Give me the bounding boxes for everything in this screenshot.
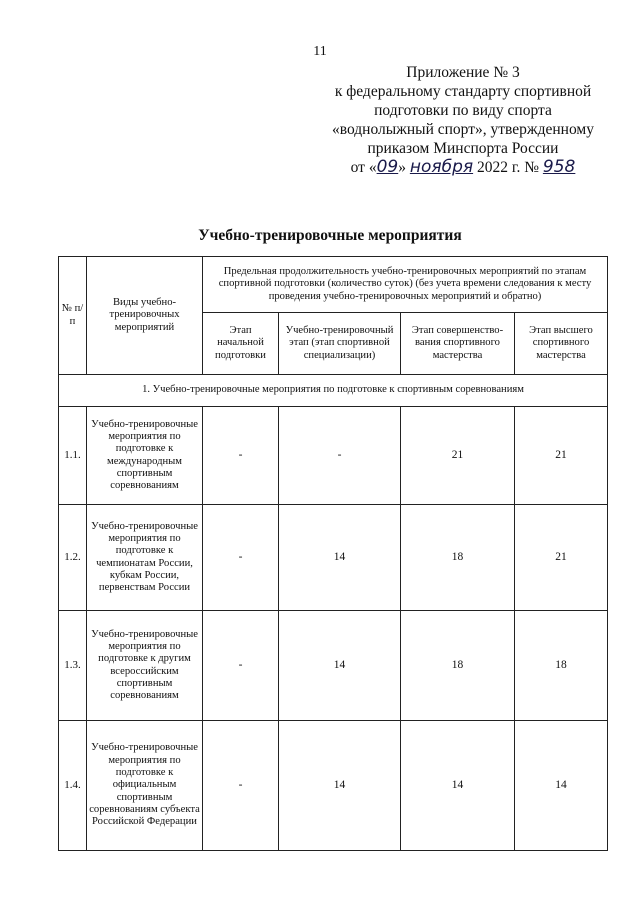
date-year: 2022 г. № bbox=[476, 159, 540, 176]
training-events-table bbox=[58, 256, 608, 851]
table-row bbox=[59, 611, 608, 721]
row-name: Учебно-тренировочные мероприятия по подготовке к официальным спортивным соревнованиям субъекта Российской Федерации bbox=[87, 721, 203, 851]
document-title: Учебно-тренировочные мероприятия bbox=[198, 227, 462, 244]
appendix-line: Приложение № 3 bbox=[406, 64, 520, 81]
date-prefix: от « bbox=[350, 159, 377, 176]
row-value: 18 bbox=[515, 611, 608, 721]
row-value: - bbox=[203, 505, 279, 611]
handwritten-month: ноября bbox=[409, 157, 474, 177]
section-title: 1. Учебно-тренировочные мероприятия по подготовке к спортивным соревнованиям bbox=[59, 375, 608, 407]
header-num: № п/п bbox=[59, 257, 87, 375]
row-name: Учебно-тренировочные мероприятия по подготовке к другим всероссийским спортивным соревнованиям bbox=[87, 611, 203, 721]
table-row bbox=[59, 721, 608, 851]
row-num: 1.4. bbox=[59, 721, 87, 851]
row-num: 1.2. bbox=[59, 505, 87, 611]
row-value: 21 bbox=[401, 407, 515, 505]
row-value: - bbox=[203, 407, 279, 505]
header-stage: Этап высшего спортивного мастерства bbox=[515, 313, 608, 375]
row-value: 18 bbox=[401, 505, 515, 611]
appendix-line: приказом Минспорта России bbox=[367, 140, 559, 157]
row-value: 14 bbox=[515, 721, 608, 851]
header-type: Виды учебно-тренировочных мероприятий bbox=[87, 257, 203, 375]
appendix-line: подготовки по виду спорта bbox=[374, 102, 552, 119]
page-number: 11 bbox=[313, 44, 327, 59]
row-name: Учебно-тренировочные мероприятия по подготовке к международным спортивным соревнованиям bbox=[87, 407, 203, 505]
row-num: 1.3. bbox=[59, 611, 87, 721]
row-value: 14 bbox=[279, 611, 401, 721]
row-value: - bbox=[203, 611, 279, 721]
row-value: - bbox=[279, 407, 401, 505]
row-name: Учебно-тренировочные мероприятия по подготовке к чемпионатам России, кубкам России, первенствам России bbox=[87, 505, 203, 611]
handwritten-day: 09 bbox=[376, 157, 399, 177]
row-value: 21 bbox=[515, 505, 608, 611]
row-value: 21 bbox=[515, 407, 608, 505]
table-row bbox=[59, 505, 608, 611]
appendix-line: «воднолыжный спорт», утвержденному bbox=[332, 121, 594, 138]
table-row bbox=[59, 407, 608, 505]
header-stage: Этап начальной подготовки bbox=[203, 313, 279, 375]
section-row bbox=[59, 375, 608, 407]
row-value: 14 bbox=[279, 505, 401, 611]
row-value: - bbox=[203, 721, 279, 851]
handwritten-order-number: 958 bbox=[542, 157, 576, 177]
row-value: 18 bbox=[401, 611, 515, 721]
header-duration: Предельная продолжительность учебно-тренировочных мероприятий по этапам спортивной подготовки (количество суток) (без учета времени следования к месту проведения учебно-тренировочных мероприятий и обратно) bbox=[203, 257, 608, 313]
row-num: 1.1. bbox=[59, 407, 87, 505]
appendix-date-line bbox=[318, 158, 608, 177]
row-value: 14 bbox=[401, 721, 515, 851]
date-day-close: » bbox=[398, 159, 406, 176]
header-stage: Учебно-тренировочный этап (этап спортивной специализации) bbox=[279, 313, 401, 375]
header-row bbox=[59, 257, 608, 313]
header-stage: Этап совершенство-вания спортивного мастерства bbox=[401, 313, 515, 375]
appendix-line: к федеральному стандарту спортивной bbox=[334, 83, 592, 100]
row-value: 14 bbox=[279, 721, 401, 851]
appendix-header bbox=[318, 63, 608, 177]
